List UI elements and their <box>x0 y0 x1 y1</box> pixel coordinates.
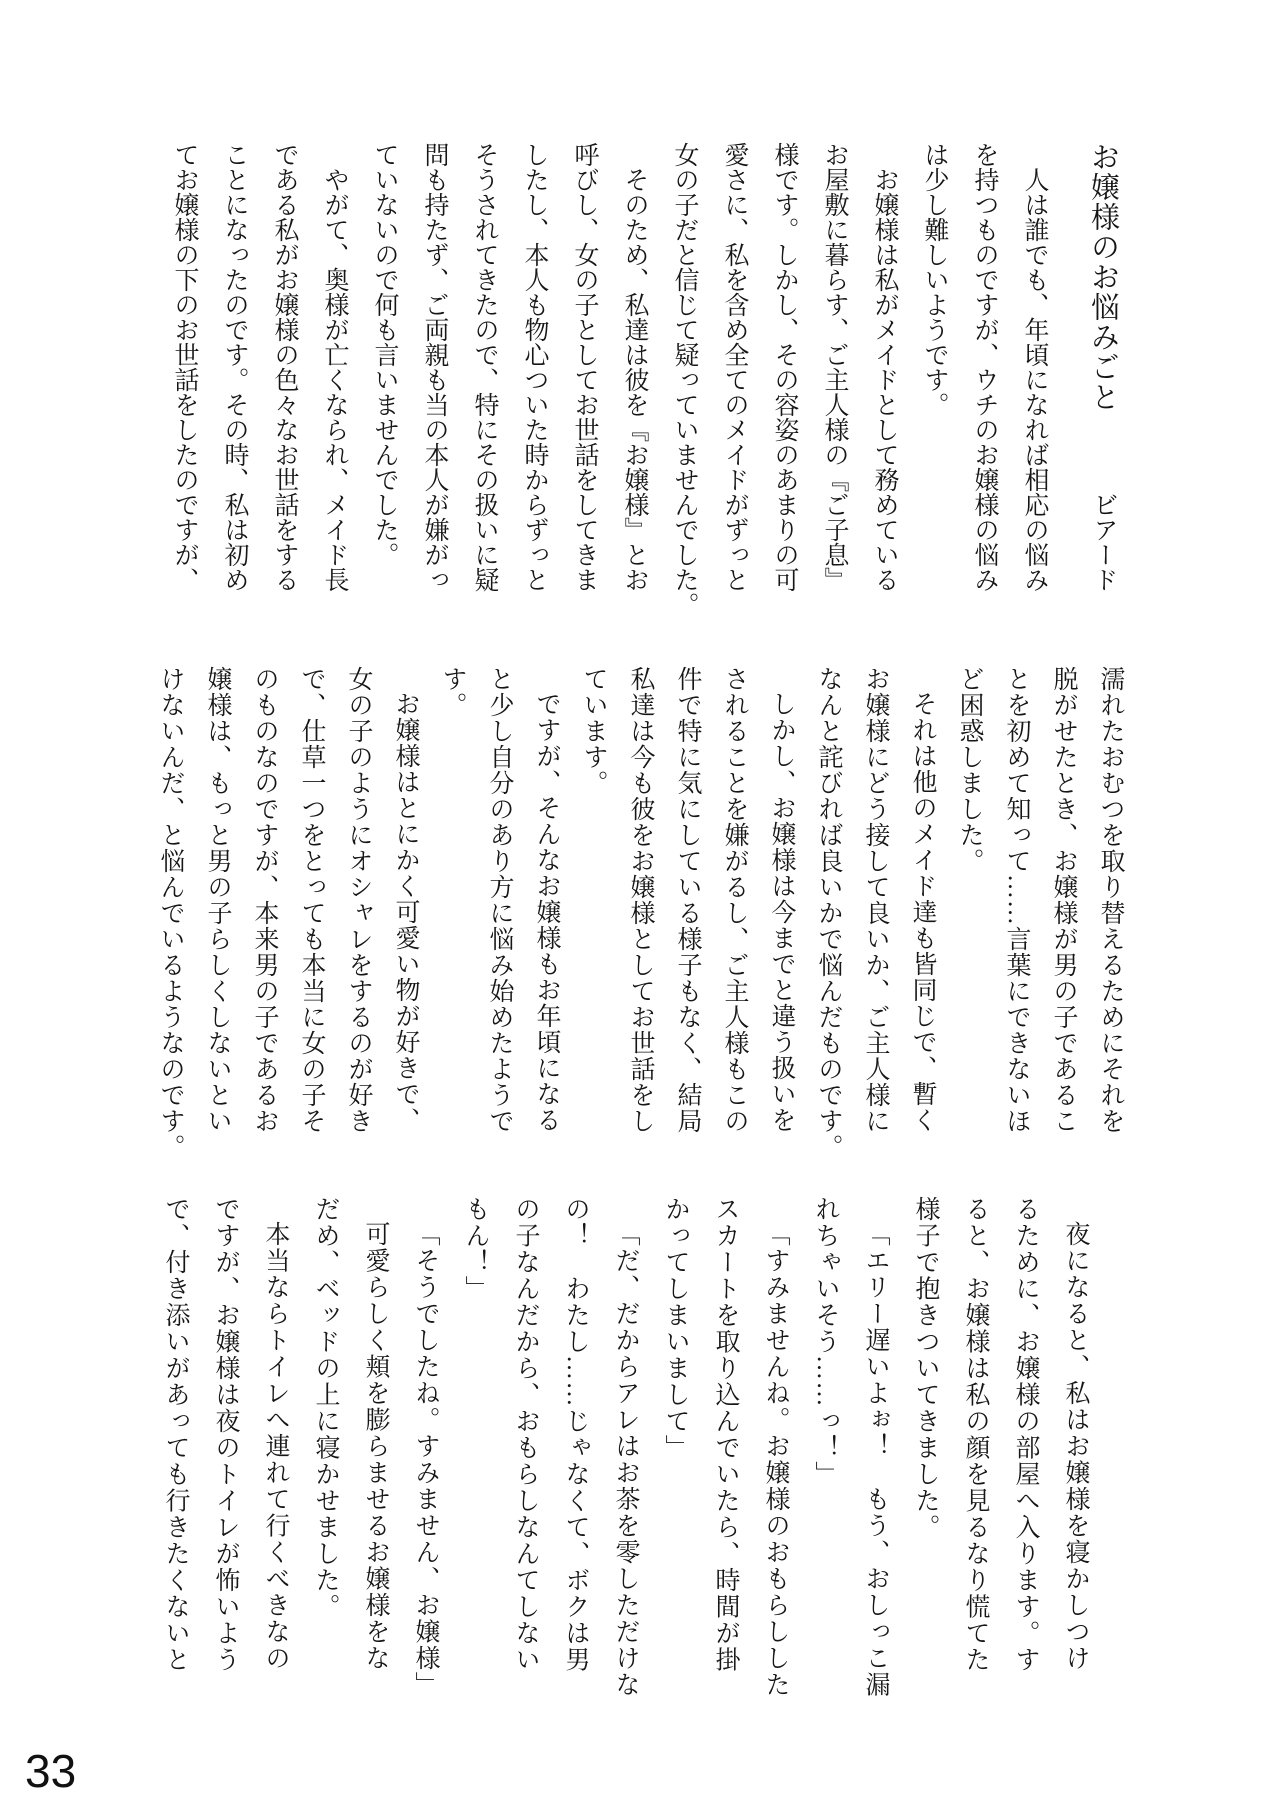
text-column: もん！」 <box>462 1196 489 1302</box>
page-number: 33 <box>25 1745 77 1797</box>
text-column: と少し自分のあり方に悩み始めたようで <box>486 666 513 1134</box>
text-column: 「すみませんね。お嬢様のおもらしした <box>762 1221 789 1698</box>
text-column: だめ、ベッドの上に寝かせました。 <box>312 1196 339 1620</box>
text-column: てお嬢様の下のお世話をしたのですが、 <box>171 142 198 592</box>
text-column: である私がお嬢様の色々なお世話をする <box>271 142 298 592</box>
text-column: 呼びし、女の子としてお世話をしてきま <box>571 142 598 592</box>
text-column: お嬢様は私がメイドとして務めている <box>871 167 898 592</box>
author-name: ビアード <box>1090 492 1117 592</box>
text-column: 濡れたおむつを取り替えるためにそれを <box>1097 666 1124 1134</box>
text-column: 愛さに、私を含め全てのメイドがずっと <box>721 142 748 592</box>
text-column: ていないので何も言いませんでした。 <box>371 142 398 567</box>
text-column: ですが、お嬢様は夜のトイレが怖いよう <box>212 1196 239 1673</box>
text-column: 可愛らしく頬を膨らませるお嬢様をな <box>362 1221 389 1672</box>
text-column: とを初めて知って……言葉にできないほ <box>1003 666 1030 1134</box>
text-column: そうされてきたので、特にその扱いに疑 <box>471 142 498 592</box>
text-column: を持つものですが、ウチのお嬢様の悩み <box>971 142 998 592</box>
text-column: されることを嫌がるし、ご主人様もこの <box>721 666 748 1134</box>
text-column: 様子で抱きついてきました。 <box>912 1196 939 1541</box>
text-column: お屋敷に暮らす、ご主人様の『ご子息』 <box>821 142 848 592</box>
text-column: 本当ならトイレへ連れて行くべきなの <box>262 1221 289 1672</box>
text-column: ています。 <box>580 666 607 796</box>
text-column: の子なんだから、おもらしなんてしない <box>512 1196 539 1673</box>
text-column: 「そうでしたね。すみません、お嬢様」 <box>412 1221 439 1698</box>
text-column: 「だ、だからアレはお茶を零しただけな <box>612 1221 639 1698</box>
text-column: の！ わたし……じゃなくて、ボクは男 <box>562 1196 589 1673</box>
text-column: やがて、奥様が亡くなられ、メイド長 <box>321 167 348 592</box>
text-column: そのため、私達は彼を『お嬢様』とお <box>621 167 648 592</box>
text-column: 女の子だと信じて疑っていませんでした。 <box>671 142 698 617</box>
text-column: 夜になると、私はお嬢様を寝かしつけ <box>1062 1221 1089 1672</box>
text-column: ど困惑しました。 <box>956 666 983 874</box>
text-column: ですが、そんなお嬢様もお年頃になる <box>533 691 560 1133</box>
text-column: は少し難しいようです。 <box>921 142 948 417</box>
text-column: しかし、お嬢様は今までと違う扱いを <box>768 691 795 1133</box>
text-column: かってしまいまして」 <box>662 1196 689 1461</box>
text-column: のものなのですが、本来男の子であるお <box>251 666 278 1134</box>
text-column: ると、お嬢様は私の顔を見るなり慌てた <box>962 1196 989 1673</box>
text-column: スカートを取り込んでいたら、時間が掛 <box>712 1196 739 1673</box>
text-column: けないんだ、と悩んでいるようなのです。 <box>157 666 184 1160</box>
text-column: るために、お嬢様の部屋へ入ります。す <box>1012 1196 1039 1673</box>
text-column: 脱がせたとき、お嬢様が男の子であるこ <box>1050 666 1077 1134</box>
text-block-top <box>172 142 1117 620</box>
text-block-bottom <box>162 1196 1089 1698</box>
text-column: それは他のメイド達も皆同じで、暫く <box>909 691 936 1133</box>
text-column: 女の子のようにオシャレをするのが好き <box>345 666 372 1134</box>
text-column: 様です。しかし、その容姿のあまりの可 <box>771 142 798 592</box>
text-column: 件で特に気にしている様子もなく、結局 <box>674 666 701 1134</box>
text-column: 人は誰でも、年頃になれば相応の悩み <box>1021 167 1048 592</box>
text-column: 「エリー遅いよぉ！ もう、おしっこ漏 <box>862 1221 889 1698</box>
text-column: お嬢様にどう接して良いか、ご主人様に <box>862 666 889 1134</box>
text-column: で、仕草一つをとっても本当に女の子そ <box>298 666 325 1134</box>
text-column: 問も持たず、ご両親も当の本人が嫌がっ <box>421 142 448 592</box>
text-column: なんと詫びれば良いかで悩んだものです。 <box>815 666 842 1160</box>
text-column: ことになったのです。その時、私は初め <box>221 142 248 592</box>
text-column: お嬢様はとにかく可愛い物が好きで、 <box>392 691 419 1133</box>
text-column: 嬢様は、もっと男の子らしくしないとい <box>204 666 231 1134</box>
title-column <box>1088 142 1117 620</box>
text-block-middle <box>158 666 1123 1164</box>
text-column: れちゃいそう……っ！」 <box>812 1196 839 1488</box>
text-column: で、付き添いがあっても行きたくないと <box>162 1196 189 1673</box>
text-column: 私達は今も彼をお嬢様としてお世話をし <box>627 666 654 1134</box>
page-title: お嬢様のお悩みごと <box>1087 142 1119 412</box>
text-column: したし、本人も物心ついた時からずっと <box>521 142 548 592</box>
text-column: す。 <box>439 666 466 718</box>
